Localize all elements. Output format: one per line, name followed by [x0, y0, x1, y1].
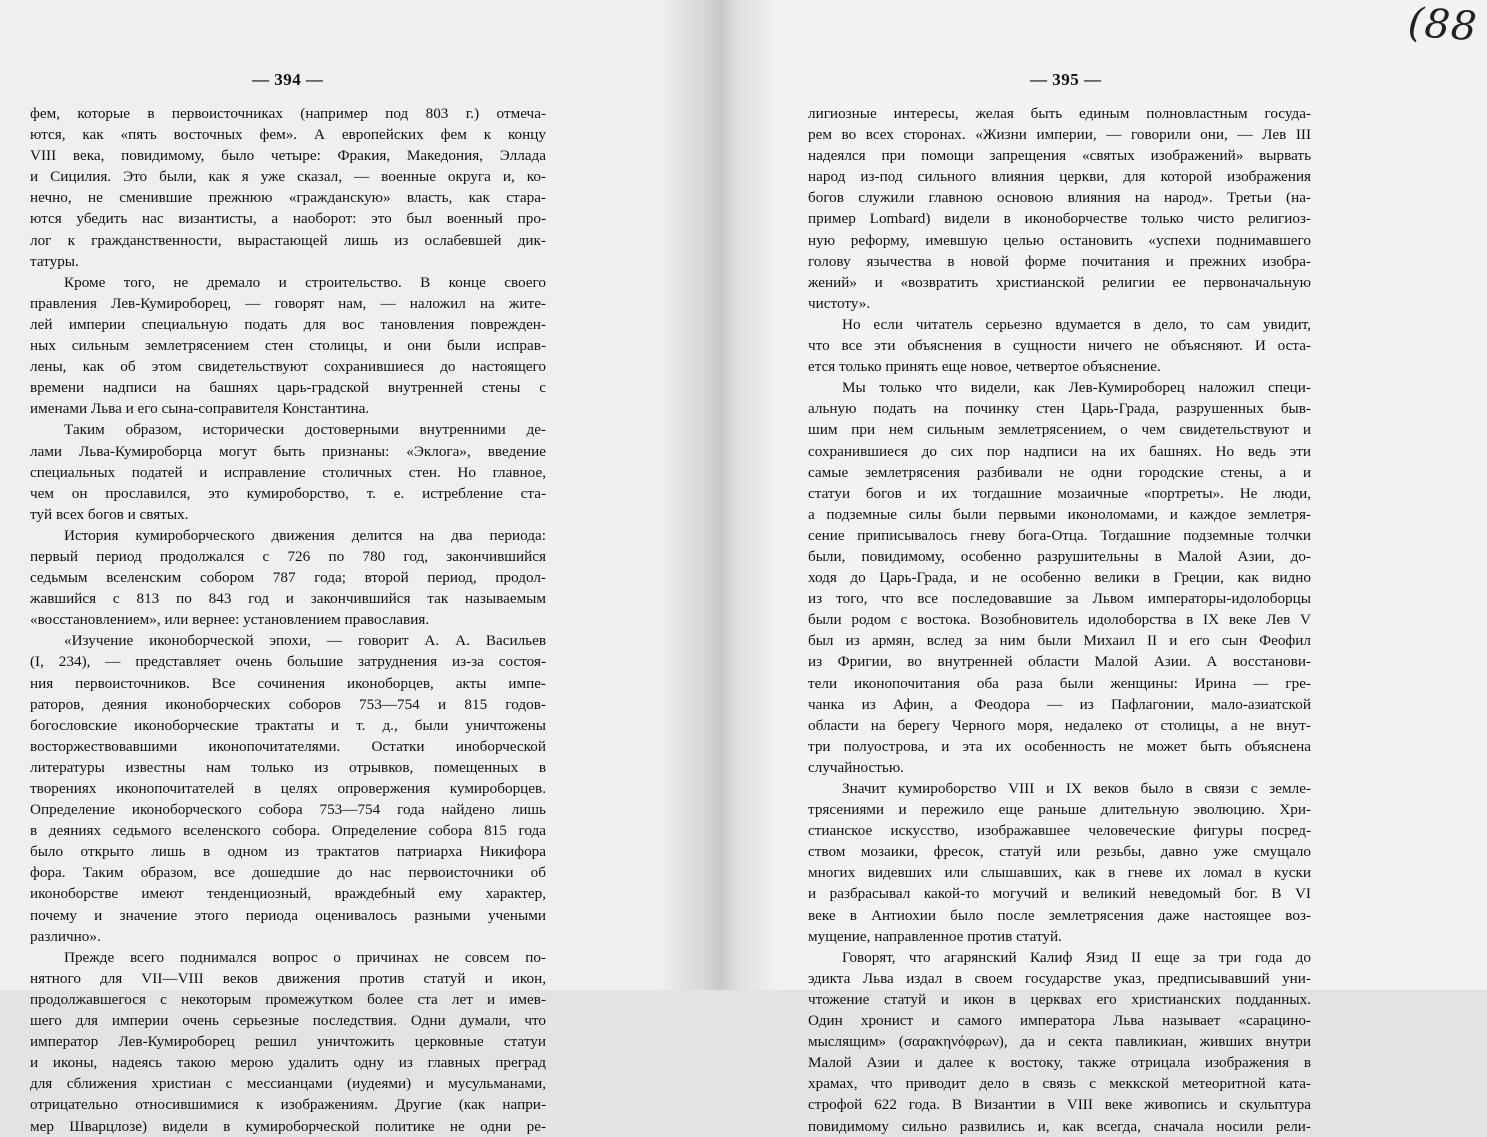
text-line: сохранившиеся до сих пор надписи на их башнях. Но ведь эти — [808, 442, 1311, 460]
text-line: мыслящим» (σαρακηνόφρων), да и секта павликиан, живших внутри — [808, 1033, 1311, 1051]
text-line: три полуострова, и эта их особенность не может быть объяснена — [808, 737, 1311, 755]
text-line: продолжавшегося с некоторым промежутком более ста лет и имев- — [30, 990, 546, 1008]
text-line: специальных податей и исправление столичных стен. Но главное, — [30, 463, 546, 481]
text-line: Малой Азии и далее к востоку, также отрицала изображения в — [808, 1054, 1311, 1072]
text-line: лог к гражданственности, вырастающей лишь из ослабевшей дик- — [30, 231, 546, 249]
text-line: татуры. — [30, 252, 79, 270]
text-line: лены, как об этом свидетельствуют сохранившиеся до настоящего — [30, 358, 546, 376]
text-line: Определение иконоборческого собора 753—754 года найдено лишь — [30, 801, 546, 819]
text-line: Но если читатель серьезно вдумается в дело, то сам увидит, — [842, 315, 1311, 333]
text-line: литературы известны нам только из отрывков, помещенных в — [30, 758, 546, 776]
right-page-text — [808, 103, 1311, 1137]
text-line: строфой 622 года. В Византии в VIII веке живопись и скульптура — [808, 1096, 1311, 1114]
text-line: шим при нем сильным землетрясением, о чем свидетельствуют и — [808, 421, 1311, 439]
text-line: альную подать на починку стен Царь-Града, разрушенных быв- — [808, 400, 1311, 418]
handwritten-margin-note: (88 — [1406, 0, 1480, 51]
text-line: различно». — [30, 927, 101, 945]
text-line: многих видевших или слышавших, как в гневе их ломал в куски — [808, 864, 1311, 882]
text-line: что все эти объяснения в сущности ничего не объясняют. И оста- — [808, 337, 1311, 355]
text-line: народ из-под сильного влияния церкви, для которой изображения — [808, 168, 1311, 186]
text-line: стианское искусство, изображавшее человеческие фигуры посред- — [808, 822, 1311, 840]
text-line: чтожение статуй и икон в церквах его христианских подданных. — [808, 990, 1311, 1008]
text-line: раторов, деяния иконоборческих соборов 753—754 и 815 годов- — [30, 695, 546, 713]
page-number-left: — 394 — — [252, 70, 324, 89]
left-page-text — [30, 103, 546, 1137]
text-line: был из армян, вслед за ним были Михаил II и его сын Феофил — [808, 632, 1311, 650]
text-line: лами Льва-Кумироборца могут быть признаны: «Эклога», введение — [30, 442, 546, 460]
text-line: ством мозаики, фресок, статуй или резьбы, давно уже смущало — [808, 843, 1311, 861]
text-line: веке в Антиохии было после землетрясения даже настоящее воз- — [808, 906, 1311, 924]
text-line: жавшийся с 813 по 843 год и закончившийся так называемым — [30, 590, 546, 608]
text-line: статуи богов и их тогдашние мозаичные «портреты». Не люди, — [808, 484, 1311, 502]
text-line: лигиозные интересы, желая быть единым полновластным госуда- — [808, 105, 1311, 122]
text-line: иконоборстве имеют тенденциозный, враждебный ему характер, — [30, 885, 546, 903]
text-line: «восстановлением», или вернее: установлением православия. — [30, 611, 430, 629]
text-line: почему и значение этого периода оценивалось разными учеными — [30, 906, 546, 924]
text-line: ются, как «пять восточных фем». А европейских фем к концу — [30, 126, 546, 144]
text-line: были родом с востока. Возобновитель идолоборства в IX веке Лев V — [808, 611, 1311, 629]
text-line: ходя до Царь-Града, и не особенно велики в Греции, как видно — [808, 569, 1311, 587]
text-line: нечно, не сменившие прежнюю «гражданскую» власть, как стара- — [30, 189, 546, 207]
text-line: богословские иконоборческие трактаты и т. д., были уничтожены — [30, 716, 546, 734]
text-line: ния первоисточников. Все сочинения иконоборцев, акты импе- — [30, 674, 546, 692]
text-line: шего для империи очень серьезные последствия. Одни думали, что — [30, 1012, 546, 1030]
text-line: Кроме того, не дремало и строительство. В конце своего — [64, 273, 546, 291]
text-line: трясениями и пережило еще раньше длительную эволюцию. Хри- — [808, 801, 1311, 819]
text-line: Таким образом, исторически достоверными внутренними де- — [64, 421, 546, 439]
text-line: из Фригии, во внутренней области Малой Азии. А восстанови- — [808, 653, 1311, 671]
text-line: седьмым вселенским собором 787 года; второй период, продол- — [30, 569, 546, 587]
page-number-right: — 395 — — [1030, 70, 1102, 89]
text-line: фем, которые в первоисточниках (например под 803 г.) отмеча- — [30, 105, 546, 122]
text-line: тели иконопочитания оба раза были женщины: Ирина — гре- — [808, 674, 1311, 692]
text-line: и иконы, надеясь такою мерою удалить одну из главных преград — [30, 1054, 546, 1072]
text-line: надеялся при помощи запрещения «святых изображений» вырвать — [808, 147, 1311, 165]
text-line: храмах, что приводит дело в связь с меккской метеоритной ката- — [808, 1075, 1311, 1093]
text-line: фора. Таким образом, все дошедшие до нас первоисточники об — [30, 864, 546, 882]
text-line: пример Lombard) видели в иконоборчестве только чисто религиоз- — [808, 210, 1311, 228]
text-line: именами Льва и его сына-соправителя Константина. — [30, 400, 370, 418]
text-line: VIII века, повидимому, было четыре: Фракия, Македония, Эллада — [30, 147, 546, 165]
text-line: самые землетрясения разбивали не одни городские стены, а и — [808, 463, 1311, 481]
text-line: богов служили главною основою влияния на народ». Третьи (на- — [808, 189, 1311, 207]
text-line: для сближения христиан с мессианцами (иудеями) и мусульманами, — [30, 1075, 546, 1093]
text-line: правления Лев-Кумироборец, — говорят нам, — наложил на жите- — [30, 294, 546, 312]
text-line: (I, 234), — представляет очень большие затруднения из-за состоя- — [30, 653, 546, 671]
text-line: нятного для VII—VIII веков движения против статуй и икон, — [30, 969, 546, 987]
text-line: голову язычества в новой форме почитания и прежних изобра- — [808, 252, 1311, 270]
text-line: Прежде всего поднимался вопрос о причинах не совсем по- — [64, 948, 546, 966]
text-line: жений» и «возвратить христианской религии ее первоначальную — [808, 273, 1311, 291]
text-line: «Изучение иконоборческой эпохи, — говорит А. А. Васильев — [64, 632, 546, 650]
text-line: области на берегу Черного моря, недалеко от столицы, а не внут- — [808, 716, 1311, 734]
text-line: из того, что все последовавшие за Львом императоры-идолоборцы — [808, 590, 1311, 608]
text-line: чистоту». — [808, 294, 871, 312]
text-line: повидимому сильно развились и, как всегда, сначала носили рели- — [808, 1117, 1311, 1135]
text-line: ную реформу, имевшую целью остановить «успехи поднимавшего — [808, 231, 1311, 249]
text-line: мущение, направленное против статуй. — [808, 927, 1062, 945]
text-line: восторжествовавшими иконопочитателями. Остатки иноборческой — [30, 737, 546, 755]
text-line: первый период продолжался с 726 по 780 год, закончившийся — [30, 547, 546, 565]
text-line: История кумироборческого движения делится на два периода: — [64, 526, 546, 544]
text-line: чем он прославился, это кумироборство, т. е. истребление ста- — [30, 484, 546, 502]
text-line: случайностью. — [808, 758, 904, 776]
text-line: ных сильным землетрясением стен столицы, и они были исправ- — [30, 337, 546, 355]
text-line: ются убедить нас византисты, а наоборот: это был военный про- — [30, 210, 546, 228]
text-line: Один хронист и самого императора Льва называет «сарацино- — [808, 1012, 1311, 1030]
text-line: отрицательно относившимися к изображениям. Другие (как напри- — [30, 1096, 546, 1114]
text-line: император Лев-Кумироборец решил уничтожить церковные статуи — [30, 1033, 546, 1051]
text-line: туй всех богов и святых. — [30, 505, 189, 523]
text-line: лей империи специальную подать для вос тановления поврежден- — [30, 315, 546, 333]
text-line: творениях иконопочитателей в целях опровержения кумироборцев. — [30, 780, 546, 797]
text-line: чанка из Афин, а Феодора — из Пафлагонии, мало-азиатской — [808, 695, 1311, 713]
text-line: сение приписывалось гневу бога-Отца. Тогдашние подземные толчки — [808, 526, 1311, 544]
text-line: и разбрасывал какой-то могучий и великий неведомый бог. В VI — [808, 885, 1311, 903]
text-line: рем во всех сторонах. «Жизни империи, — говорили они, — Лев III — [808, 126, 1311, 144]
text-line: были, повидимому, особенно разрушительны в Малой Азии, до- — [808, 547, 1311, 565]
text-line: ется только принять еще новое, четвертое объяснение. — [808, 358, 1161, 376]
text-line: Значит кумироборство VIII и IX веков было в связи с земле- — [842, 780, 1311, 797]
text-line: мер Шварцлозе) видели в кумироборческой политике не одни ре- — [30, 1117, 546, 1135]
text-line: времени надписи на башнях царь-градской внутренней стены с — [30, 379, 546, 397]
text-line: в деяниях седьмого вселенского собора. Определение собора 815 года — [30, 822, 546, 840]
text-line: эдикта Льва издал в своем государстве указ, предписывавший уни- — [808, 969, 1311, 987]
text-line: Говорят, что агарянский Калиф Язид II еще за три года до — [842, 948, 1311, 966]
text-line: было открыто лишь в одном из трактатов патриарха Никифора — [30, 843, 546, 861]
text-line: а подземные силы были первыми иконоломами, и каждое землетря- — [808, 505, 1311, 523]
text-line: Мы только что видели, как Лев-Кумироборец наложил специ- — [842, 379, 1311, 397]
text-line: и Сицилия. Это были, как я уже сказал, — военные округа и, ко- — [30, 168, 546, 186]
